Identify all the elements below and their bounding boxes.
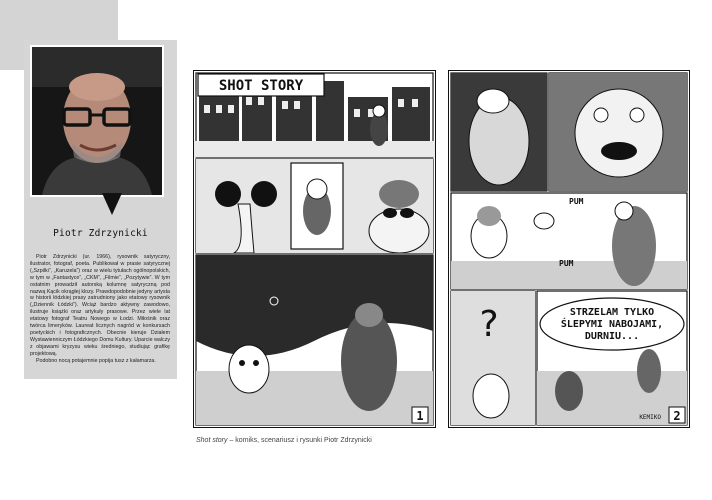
- author-name: Piotr Zdrzynicki: [53, 228, 148, 239]
- question-mark: ?: [479, 304, 499, 345]
- sfx-pum-1: PUM: [569, 197, 584, 206]
- comic-caption: [196, 437, 372, 444]
- balloon-line-3: DURNIU...: [584, 331, 640, 342]
- caption-credits: – komiks, scenariusz i rysunki Piotr Zdrzynicki: [227, 437, 372, 444]
- comic-title: SHOT STORY: [218, 78, 304, 94]
- page-number-2: 2: [673, 409, 681, 423]
- balloon-line-1: STRZELAM TYLKO: [569, 307, 655, 318]
- caption-title: Shot story: [196, 437, 228, 444]
- speech-bubble-tail: [102, 193, 122, 215]
- comic-page-2: [448, 70, 690, 428]
- bio-paragraph: Podobno nocą potajemnie popija tusz z kałamarza.: [36, 357, 156, 364]
- page-number-1: 1: [416, 409, 424, 423]
- author-photo: [30, 45, 164, 197]
- sfx-pum-2: PUM: [559, 259, 574, 268]
- author-bio: [30, 254, 170, 365]
- bio-paragraph: Piotr Zdrzynicki (ur. 1966), rysownik satyryczny, ilustrator, fotograf, poeta. Publikował w prasie satyrycznej („Szpilki”, „Karuzela”) oraz w wielu tytułach ogólnopolskich, w tym w „Fantastyce”, „CKM”, „Filmie”, „Pozytywie”. W tym ostatnim prowadził autorską kolumnę satyryczną pod nazwą Kącik okrągłej klozy. Prawdopodobnie jedyny artysta w historii łódzkiej prasy zatrudniony jako etatowy rysownik („Dziennik Łódzki”). Wciąż bardzo aktywny zawodowo, ilustruje książki oraz artykuły prasowe. Przez wiele lat etatowy fotograf Teatru Nowego w Łodzi. Miłośnik oraz twórca limeryków. Laureat licznych nagród w konkursach poetyckich i fotograficznych. Obecnie kieruje Działem Wystawienniczym Łódzkiego Domu Kultury. Uparcie walczy z objawami kryzysu wieku średniego, studiując grafikę projektową.: [30, 254, 170, 357]
- comic-page-1: [193, 70, 436, 428]
- balloon-line-2: ŚLEPYMI NABOJAMI,: [560, 319, 664, 330]
- artist-signature: KEMIKO: [639, 414, 661, 421]
